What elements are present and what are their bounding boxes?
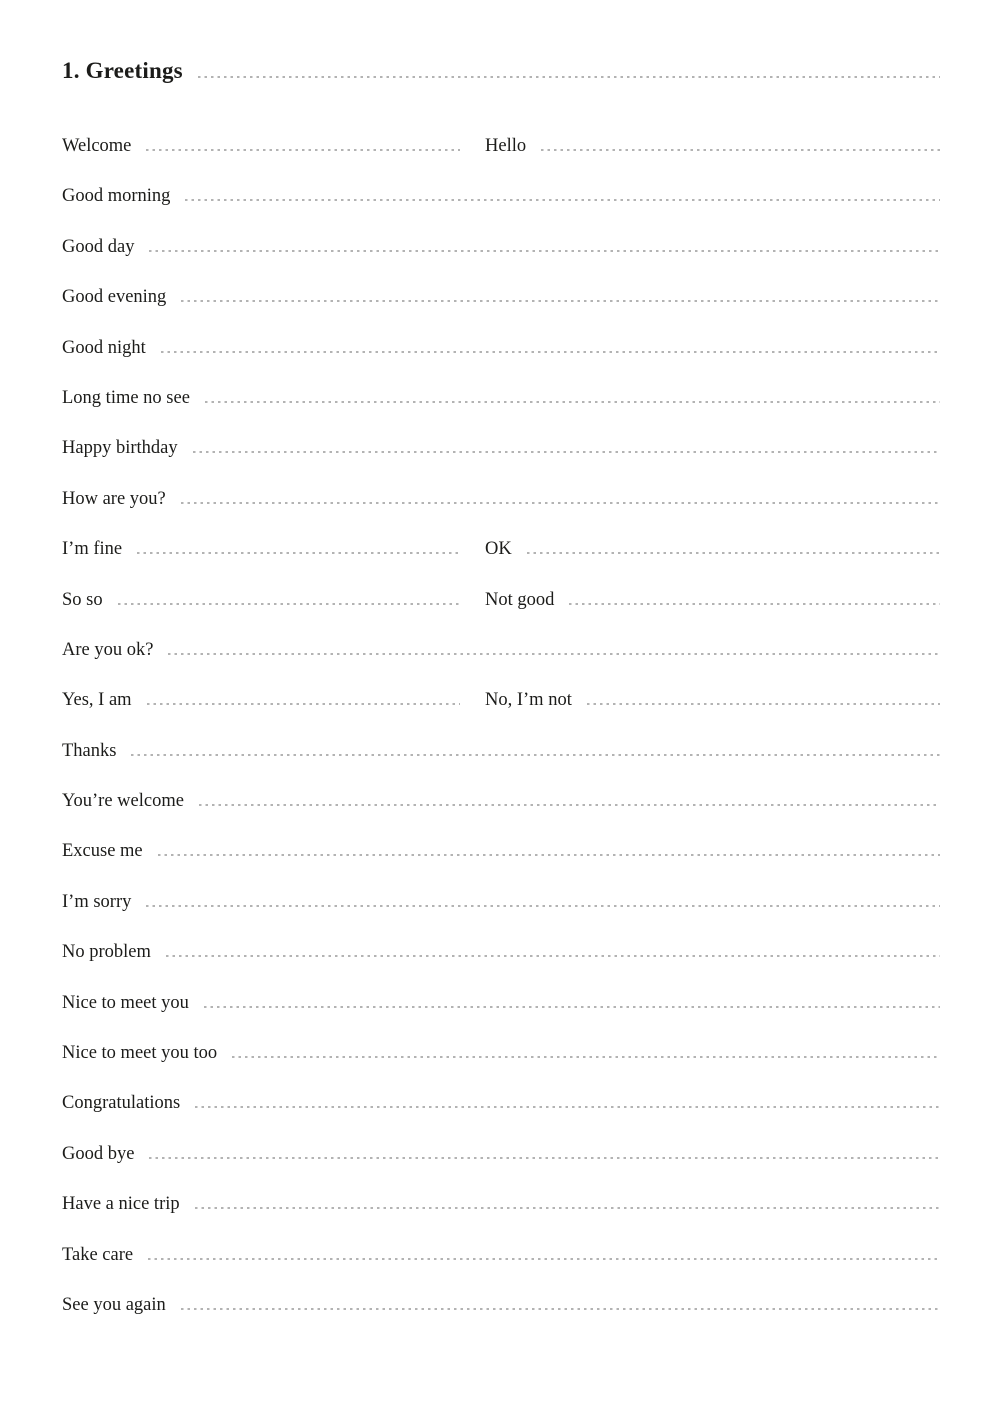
- dotted-writing-line: [205, 401, 940, 403]
- phrase-row: [62, 439, 940, 457]
- phrase-label: Good evening: [62, 287, 167, 308]
- phrase-label: Have a nice trip: [62, 1194, 180, 1215]
- phrase-cell: [485, 591, 940, 609]
- dotted-writing-line: [199, 804, 940, 806]
- phrase-row: [62, 1246, 940, 1264]
- phrase-row: [62, 591, 940, 609]
- dotted-writing-line: [204, 1006, 940, 1008]
- phrase-cell: [485, 137, 940, 155]
- phrase-cell: [485, 691, 940, 709]
- phrase-label: Good night: [62, 337, 146, 358]
- dotted-writing-line: [195, 1106, 940, 1108]
- dotted-writing-line: [195, 1207, 940, 1209]
- dotted-writing-line: [149, 1157, 940, 1159]
- dotted-writing-line: [527, 552, 940, 554]
- phrase-label: Not good: [485, 589, 555, 610]
- phrase-label: So so: [62, 589, 103, 610]
- phrase-cell: [62, 591, 460, 609]
- phrase-label: OK: [485, 539, 512, 560]
- phrase-list: [62, 137, 940, 1314]
- phrase-label: Take care: [62, 1244, 134, 1265]
- phrase-label: Nice to meet you too: [62, 1043, 218, 1064]
- phrase-label: You’re welcome: [62, 791, 184, 812]
- phrase-row: [62, 1296, 940, 1314]
- phrase-label: No, I’m not: [485, 690, 572, 711]
- phrase-label: Congratulations: [62, 1093, 181, 1114]
- phrase-cell: [485, 540, 940, 558]
- phrase-row: [62, 1145, 940, 1163]
- phrase-row: [62, 540, 940, 558]
- dotted-writing-line: [168, 653, 940, 655]
- phrase-cell: [62, 691, 460, 709]
- phrase-row: [62, 1044, 940, 1062]
- title-dotted-line: [198, 76, 940, 78]
- phrase-row: [62, 893, 940, 911]
- phrase-row: [62, 691, 940, 709]
- dotted-writing-line: [569, 603, 940, 605]
- phrase-cell: [62, 540, 460, 558]
- phrase-label: I’m fine: [62, 539, 123, 560]
- phrase-label: Happy birthday: [62, 438, 178, 459]
- phrase-row: [62, 490, 940, 508]
- page-title: 1. Greetings: [62, 58, 183, 83]
- dotted-writing-line: [149, 250, 940, 252]
- dotted-writing-line: [147, 703, 460, 705]
- dotted-writing-line: [146, 149, 460, 151]
- title-row: [62, 57, 940, 85]
- phrase-row: [62, 1094, 940, 1112]
- dotted-writing-line: [148, 1258, 940, 1260]
- dotted-writing-line: [181, 502, 940, 504]
- phrase-row: [62, 842, 940, 860]
- phrase-label: Good morning: [62, 186, 171, 207]
- phrase-label: I’m sorry: [62, 891, 132, 912]
- dotted-writing-line: [118, 603, 460, 605]
- phrase-row: [62, 1195, 940, 1213]
- phrase-row: [62, 187, 940, 205]
- phrase-row: [62, 288, 940, 306]
- phrase-row: [62, 943, 940, 961]
- phrase-label: Thanks: [62, 740, 117, 761]
- dotted-writing-line: [587, 703, 940, 705]
- dotted-writing-line: [166, 955, 940, 957]
- dotted-writing-line: [131, 754, 940, 756]
- dotted-writing-line: [232, 1056, 940, 1058]
- phrase-row: [62, 389, 940, 407]
- dotted-writing-line: [146, 905, 940, 907]
- dotted-writing-line: [181, 300, 940, 302]
- dotted-writing-line: [161, 351, 940, 353]
- phrase-label: Good bye: [62, 1143, 135, 1164]
- phrase-label: No problem: [62, 942, 151, 963]
- phrase-label: Good day: [62, 236, 135, 257]
- dotted-writing-line: [541, 149, 940, 151]
- phrase-label: See you again: [62, 1294, 166, 1315]
- dotted-writing-line: [185, 199, 940, 201]
- phrase-label: Long time no see: [62, 387, 190, 408]
- phrase-cell: [62, 137, 460, 155]
- phrase-row: [62, 994, 940, 1012]
- dotted-writing-line: [193, 451, 940, 453]
- phrase-label: Are you ok?: [62, 639, 154, 660]
- dotted-writing-line: [158, 854, 940, 856]
- phrase-row: [62, 792, 940, 810]
- phrase-row: [62, 641, 940, 659]
- phrase-label: How are you?: [62, 488, 166, 509]
- phrase-label: Excuse me: [62, 841, 143, 862]
- dotted-writing-line: [137, 552, 460, 554]
- phrase-row: [62, 339, 940, 357]
- phrase-label: Yes, I am: [62, 690, 132, 711]
- phrase-label: Welcome: [62, 136, 132, 156]
- phrase-row: [62, 137, 940, 155]
- phrase-row: [62, 238, 940, 256]
- dotted-writing-line: [181, 1308, 940, 1310]
- phrase-label: Hello: [485, 136, 527, 156]
- phrase-row: [62, 742, 940, 760]
- phrase-label: Nice to meet you: [62, 992, 189, 1013]
